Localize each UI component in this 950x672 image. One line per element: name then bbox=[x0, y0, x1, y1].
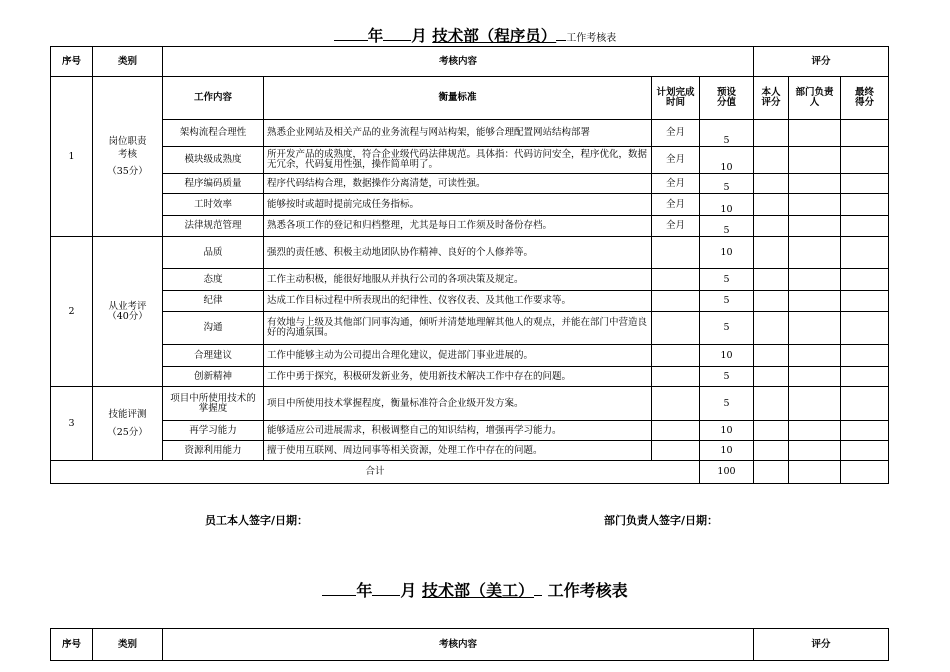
table-row: 模块级成熟度 所开发产品的成熟度，符合企业级代码法律规范。具体指：代码访问安全，程序优化，数据无冗余，代码复用性强，操作简单明了。 全月 10 bbox=[51, 147, 889, 174]
self-score-cell[interactable] bbox=[754, 120, 789, 147]
month-blank bbox=[383, 40, 411, 41]
title-month: 月 bbox=[400, 581, 417, 600]
final-score-cell[interactable] bbox=[841, 237, 889, 269]
self-score-cell[interactable] bbox=[754, 421, 789, 441]
employee-signature-label: 员工本人签字/日期： bbox=[205, 514, 309, 527]
final-score-cell[interactable] bbox=[841, 345, 889, 367]
dept-score-cell[interactable] bbox=[789, 269, 841, 291]
header-standard: 衡量标准 bbox=[264, 77, 652, 120]
dept-score-cell[interactable] bbox=[789, 291, 841, 312]
table-row: 法律规范管理 熟悉各项工作的登记和归档整理，尤其是每日工作须及时备份存档。 全月 5 bbox=[51, 216, 889, 237]
final-score-cell[interactable] bbox=[841, 367, 889, 387]
total-label: 合计 bbox=[51, 461, 700, 484]
table-row: 2 从业考评 （40分） 品质 强烈的责任感、积极主动地团队协作精神、良好的个人修养等。 10 bbox=[51, 237, 889, 269]
dept-score-cell[interactable] bbox=[789, 216, 841, 237]
title-suffix: 工作考核表 bbox=[547, 581, 628, 600]
final-score-cell[interactable] bbox=[841, 269, 889, 291]
self-score-cell[interactable] bbox=[754, 345, 789, 367]
total-row bbox=[51, 461, 889, 484]
dept-score-cell[interactable] bbox=[789, 237, 841, 269]
dept-score-cell[interactable] bbox=[789, 147, 841, 174]
self-score-cell[interactable] bbox=[754, 237, 789, 269]
dept-score-cell[interactable] bbox=[789, 387, 841, 421]
header-preset-score: 预设分值 bbox=[700, 77, 754, 120]
final-score-cell[interactable] bbox=[841, 194, 889, 216]
table-row: 合理建议 工作中能够主动为公司提出合理化建议，促进部门事业进展的。 10 bbox=[51, 345, 889, 367]
assessment-table-2 bbox=[50, 628, 889, 661]
dept-score-cell[interactable] bbox=[789, 194, 841, 216]
self-score-cell[interactable] bbox=[754, 216, 789, 237]
table-row: 再学习能力 能够适应公司进展需求，积极调整自己的知识结构，增强再学习能力。 10 bbox=[51, 421, 889, 441]
table-row: 资源利用能力 擅于使用互联网、周边同事等相关资源，处理工作中存在的问题。 10 bbox=[51, 441, 889, 461]
title-year: 年 bbox=[356, 581, 373, 600]
header-self-score: 本人评分 bbox=[754, 77, 789, 120]
sheet2-title bbox=[0, 578, 950, 601]
dept-score-cell[interactable] bbox=[789, 421, 841, 441]
table-row: 程序编码质量 程序代码结构合理，数据操作分离清楚，可读性强。 全月 5 bbox=[51, 174, 889, 194]
header-content: 考核内容 bbox=[163, 629, 754, 661]
table-row: 3 技能评测 （25分） 项目中所使用技术的掌握度 项目中所使用技术掌握程度，衡量标准符合企业级开发方案。 5 bbox=[51, 387, 889, 421]
header-score: 评分 bbox=[754, 47, 889, 77]
self-score-cell[interactable] bbox=[754, 312, 789, 345]
table-row: 态度 工作主动积极，能很好地服从并执行公司的各项决策及规定。 5 bbox=[51, 269, 889, 291]
final-score-cell[interactable] bbox=[841, 120, 889, 147]
dept-score-cell[interactable] bbox=[789, 367, 841, 387]
table-row: 纪律 达成工作目标过程中所表现出的纪律性、仪容仪表、及其他工作要求等。 5 bbox=[51, 291, 889, 312]
dept-head-signature-label: 部门负责人签字/日期： bbox=[604, 514, 719, 527]
final-score-cell[interactable] bbox=[841, 441, 889, 461]
self-score-cell[interactable] bbox=[754, 291, 789, 312]
title-suffix: 工作考核表 bbox=[566, 33, 617, 44]
table-row: 创新精神 工作中勇于探究，积极研发新业务，使用新技术解决工作中存在的问题。 5 bbox=[51, 367, 889, 387]
final-score-cell[interactable] bbox=[841, 387, 889, 421]
header-final-score: 最终得分 bbox=[841, 77, 889, 120]
header-score: 评分 bbox=[754, 629, 889, 661]
title-dept: 技术部（美工） bbox=[422, 581, 535, 600]
self-score-cell[interactable] bbox=[754, 194, 789, 216]
header-category: 类别 bbox=[93, 629, 163, 661]
header-content: 考核内容 bbox=[163, 47, 754, 77]
header-dept-head: 部门负责人 bbox=[789, 77, 841, 120]
title-dept: 技术部（程序员） bbox=[432, 26, 557, 45]
table-row: 工时效率 能够按时或超时提前完成任务指标。 全月 10 bbox=[51, 194, 889, 216]
assessment-table bbox=[50, 46, 889, 484]
header-category: 类别 bbox=[93, 47, 163, 77]
total-value: 100 bbox=[700, 461, 754, 484]
dept-score-cell[interactable] bbox=[789, 120, 841, 147]
table-row: 架构流程合理性 熟悉企业网站及相关产品的业务流程与网站构架，能够合理配置网站结构部署 全月 5 bbox=[51, 120, 889, 147]
final-score-cell[interactable] bbox=[841, 421, 889, 441]
title-month: 月 bbox=[411, 26, 427, 45]
group-category: 从业考评 （40分） bbox=[93, 237, 163, 387]
self-score-cell[interactable] bbox=[754, 367, 789, 387]
header-seq: 序号 bbox=[51, 629, 93, 661]
self-score-cell[interactable] bbox=[754, 387, 789, 421]
group-seq: 1 bbox=[51, 77, 93, 237]
final-score-cell[interactable] bbox=[841, 312, 889, 345]
group-seq: 2 bbox=[51, 237, 93, 387]
self-score-cell[interactable] bbox=[754, 441, 789, 461]
dept-score-cell[interactable] bbox=[789, 174, 841, 194]
self-score-cell[interactable] bbox=[754, 174, 789, 194]
final-score-cell[interactable] bbox=[841, 174, 889, 194]
header-plan-time: 计划完成时间 bbox=[652, 77, 700, 120]
table-row: 沟通 有效地与上级及其他部门同事沟通，倾听并清楚地理解其他人的观点，并能在部门中营造良好的沟通氛围。 5 bbox=[51, 312, 889, 345]
header-seq: 序号 bbox=[51, 47, 93, 77]
sheet1-title bbox=[0, 24, 950, 46]
year-blank bbox=[322, 595, 356, 596]
final-score-cell[interactable] bbox=[841, 291, 889, 312]
group-category: 岗位职责考核 （35分） bbox=[93, 77, 163, 237]
final-score-cell[interactable] bbox=[841, 216, 889, 237]
group-seq: 3 bbox=[51, 387, 93, 461]
dept-score-cell[interactable] bbox=[789, 312, 841, 345]
self-score-cell[interactable] bbox=[754, 147, 789, 174]
group-category: 技能评测 （25分） bbox=[93, 387, 163, 461]
self-score-cell[interactable] bbox=[754, 269, 789, 291]
final-score-cell[interactable] bbox=[841, 147, 889, 174]
header-work-content: 工作内容 bbox=[163, 77, 264, 120]
title-year: 年 bbox=[367, 26, 384, 45]
dept-score-cell[interactable] bbox=[789, 441, 841, 461]
year-blank bbox=[334, 40, 368, 41]
month-blank bbox=[372, 595, 400, 596]
dept-score-cell[interactable] bbox=[789, 345, 841, 367]
